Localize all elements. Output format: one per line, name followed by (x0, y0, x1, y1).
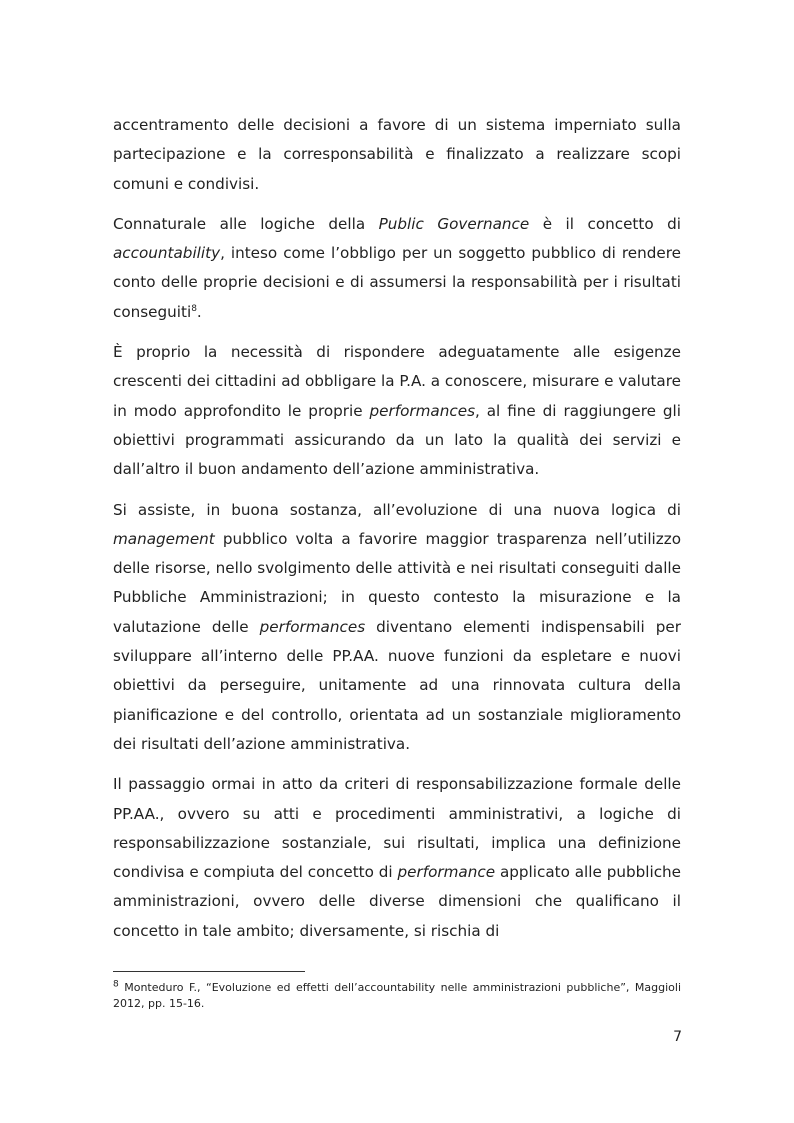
footnote (113, 980, 681, 1012)
paragraph-5-text-a: Il passaggio ormai in atto da criteri di responsabilizzazione formale delle PP.AA., ovvero su atti e procedimenti amministrativi, a logiche di responsabilizzazione sostanziale, sui risultati, implica una definizione condivisa e compiuta del concetto di (113, 775, 681, 882)
paragraph-4-text-b: pubblico volta a favorire maggior trasparenza nell’utilizzo delle risorse, nello svolgimento delle attività e nei risultati conseguiti dalle Pubbliche Amministrazioni; in questo contesto la misurazione e la valutazione delle (113, 529, 681, 636)
footnote-reference: 8 (191, 303, 197, 314)
paragraph-5-emphasis-performance: performance (397, 863, 496, 882)
paragraph-3-emphasis-performances: performances (369, 401, 475, 420)
paragraph-5-text-b: applicato alle pubbliche amministrazioni, ovvero delle diverse dimensioni che qualificano il concetto in tale ambito; diversamente, si rischia di (113, 863, 682, 940)
paragraph-2-text-b: è il concetto di (529, 214, 681, 233)
paragraph-1-text: accentramento delle decisioni a favore di un sistema imperniato sulla partecipazione e la corresponsabilità e finalizzato a realizzare scopi comuni e condivisi. (113, 116, 681, 193)
paragraph-3 (113, 338, 681, 484)
paragraph-2-text-a: Connaturale alle logiche della (113, 214, 379, 233)
page-body (113, 111, 681, 957)
paragraph-4-text-c: diventano elementi indispensabili per sviluppare all’interno delle PP.AA. nuove funzioni da espletare e nuovi obiettivi da perseguire, unitamente ad una rinnovata cultura della pianificazione e del controllo, orientata ad un sostanziale miglioramento dei risultati dell’azione amministrativa. (113, 617, 681, 753)
footnote-number: 8 (113, 979, 119, 990)
paragraph-3-text-a: È proprio la necessità di rispondere adeguatamente alle esigenze crescenti dei cittadini ad obbligare la P.A. a conoscere, misurare e valutare in modo approfondito le proprie (113, 343, 681, 420)
paragraph-2-text-d: . (196, 302, 202, 321)
paragraph-5 (113, 770, 681, 946)
paragraph-4-text-a: Si assiste, in buona sostanza, all’evoluzione di una nuova logica di (113, 500, 681, 519)
paragraph-2-emphasis-accountability: accountability (113, 244, 221, 263)
page-number: 7 (673, 1029, 682, 1045)
paragraph-2-emphasis-public-governance: Public Governance (378, 214, 530, 233)
footnote-divider (113, 971, 305, 972)
paragraph-4-emphasis-management: management (113, 529, 215, 548)
paragraph-2-text-c: , inteso come l’obbligo per un soggetto pubblico di rendere conto delle proprie decisioni e di assumersi la responsabilità per i risultati conseguiti (113, 244, 681, 321)
paragraph-1 (113, 111, 681, 199)
paragraph-4 (113, 496, 681, 760)
paragraph-3-text-b: , al fine di raggiungere gli obiettivi programmati assicurando da un lato la qualità dei servizi e dall’altro il buon andamento dell’azione amministrativa. (113, 401, 681, 479)
paragraph-2 (113, 210, 681, 327)
paragraph-4-emphasis-performances: performances (259, 617, 366, 636)
footnote-text: Monteduro F., “Evoluzione ed effetti dell’accountability nelle amministrazioni pubbliche”, Maggioli 2012, pp. 15-16. (113, 981, 681, 1010)
